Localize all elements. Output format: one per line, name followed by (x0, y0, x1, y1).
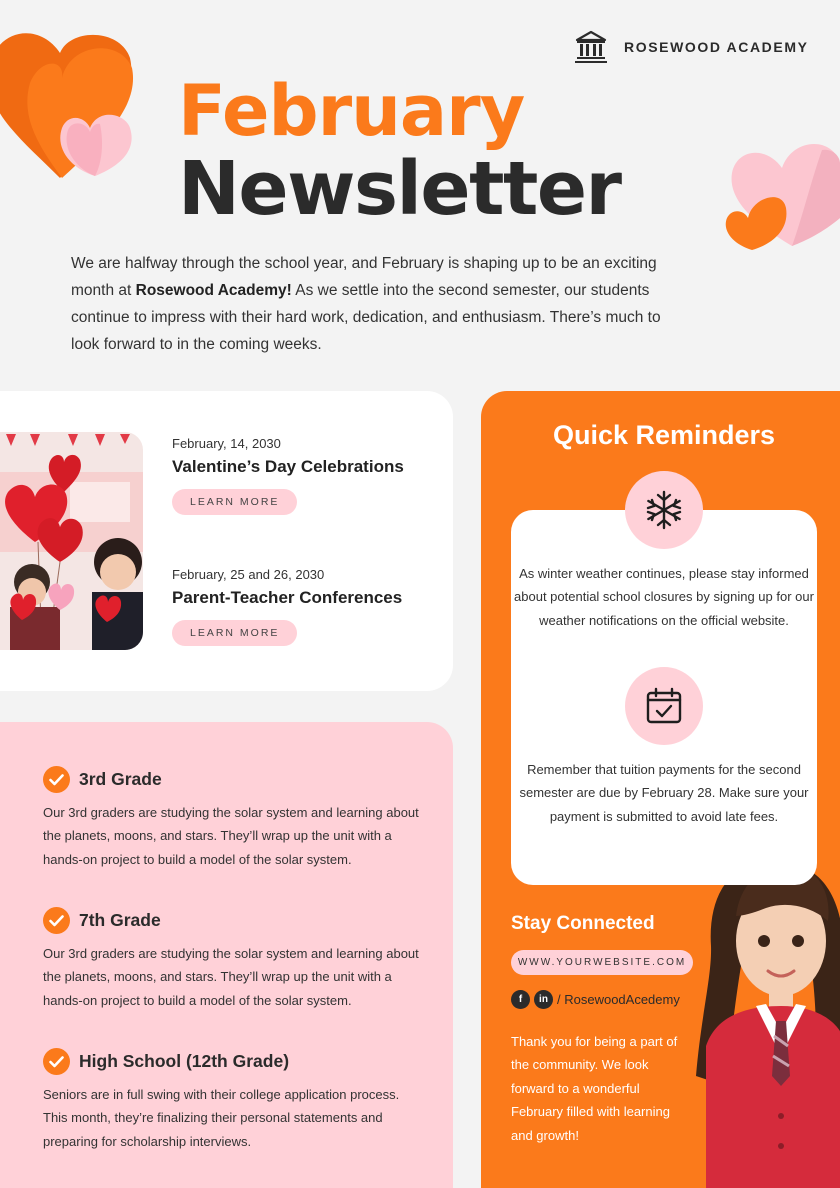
thank-you-text: Thank you for being a part of the community. We look forward to a wonderful February filled with learning and growth! (511, 1034, 678, 1143)
title-newsletter: Newsletter (178, 146, 621, 232)
event-date: February, 25 and 26, 2030 (172, 567, 325, 582)
event-title: Parent-Teacher Conferences (172, 588, 403, 607)
calendar-check-icon (625, 667, 703, 745)
valentines-photo (0, 432, 143, 650)
learn-more-button[interactable]: LEARN MORE (172, 620, 297, 646)
reminder-tuition-text: Remember that tuition payments for the second semester are due by February 28. Make sure your payment is submitted to avoid late fees. (519, 762, 809, 824)
event-date: February, 14, 2030 (172, 436, 281, 451)
stay-connected-title: Stay Connected (511, 913, 655, 934)
social-handle[interactable]: / RosewoodAcedemy (557, 992, 680, 1007)
event-title: Valentine’s Day Celebrations (172, 457, 404, 476)
check-icon (43, 907, 70, 934)
hearts-decoration-right (722, 138, 840, 253)
facebook-icon[interactable]: f (511, 990, 530, 1009)
grade-title: 7th Grade (79, 910, 161, 930)
grade-section-high-school (43, 1048, 423, 1153)
grade-text: Our 3rd graders are studying the solar system and learning about the planets, moons, and stars. They’ll wrap up the unit with a hands-on project to build a model of the solar system. (43, 946, 419, 1008)
school-name-bold: Rosewood Academy! (135, 282, 292, 299)
check-icon (43, 1048, 70, 1075)
social-links (511, 990, 680, 1009)
grade-section-3rd (43, 766, 423, 871)
grade-text: Seniors are in full swing with their college application process. This month, they’re finalizing their personal statements and preparing for scholarship interviews. (43, 1087, 400, 1149)
linkedin-icon[interactable]: in (534, 990, 553, 1009)
brand-name: ROSEWOOD ACADEMY (624, 39, 809, 55)
grade-section-7th (43, 907, 423, 1012)
reminder-weather-text: As winter weather continues, please stay informed about potential school closures by signing up for our weather notifications on the official website. (514, 566, 814, 628)
check-icon (43, 766, 70, 793)
reminders-title: Quick Reminders (552, 420, 776, 450)
snowflake-icon (625, 471, 703, 549)
hearts-decoration-left (0, 28, 150, 183)
title-month: February (178, 70, 525, 152)
grade-title: 3rd Grade (79, 769, 162, 789)
event-valentines (172, 436, 442, 515)
grade-title: High School (12th Grade) (79, 1051, 290, 1071)
student-photo (686, 846, 840, 1188)
intro-paragraph: We are halfway through the school year, and February is shaping up to be an exciting month at Rosewood Academy! As we settle into the second semester, our students continue to impress with their hard work, dedication, and enthusiasm. There’s much to look forward to in the coming weeks. (71, 255, 661, 353)
grade-text: Our 3rd graders are studying the solar system and learning about the planets, moons, and stars. They’ll wrap up the unit with a hands-on project to build a model of the solar system. (43, 805, 419, 867)
event-conferences (172, 567, 442, 646)
website-link[interactable]: WWW.YOURWEBSITE.COM (511, 950, 693, 975)
learn-more-button[interactable]: LEARN MORE (172, 489, 297, 515)
brand (574, 30, 809, 64)
school-building-icon (574, 30, 608, 64)
